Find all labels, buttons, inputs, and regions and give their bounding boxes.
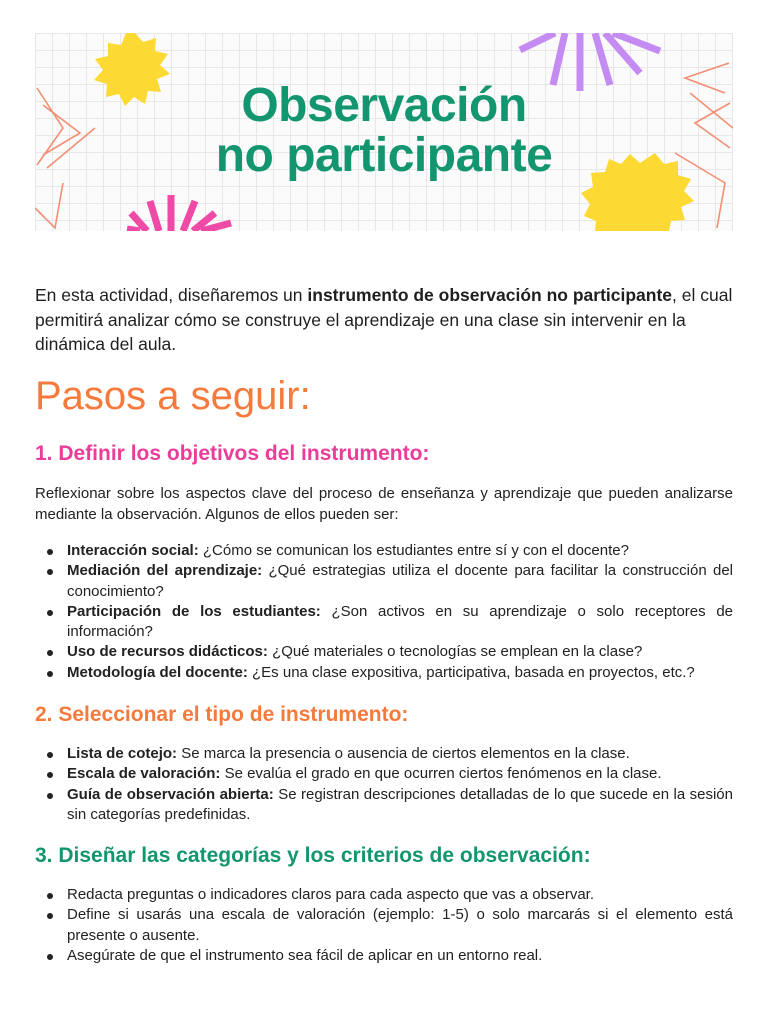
- list-item: Escala de valoración: Se evalúa el grado en que ocurren ciertos fenómenos en la clase.: [35, 764, 733, 784]
- list-item: Redacta preguntas o indicadores claros para cada aspecto que vas a observar.: [35, 885, 733, 905]
- step-3-heading: 3. Diseñar las categorías y los criterios de observación:: [35, 844, 591, 867]
- intro-text-end: , el cual permitirá analizar cómo se construye el aprendizaje en una clase sin intervenir en la dinámica del aula.: [35, 285, 733, 354]
- list-item: Define si usarás una escala de valoración (ejemplo: 1-5) o solo marcarás si el elemento está presente o ausente.: [35, 905, 733, 946]
- header-banner: [35, 33, 733, 231]
- step-3-list: [35, 885, 733, 966]
- list-item: Interacción social: ¿Cómo se comunican los estudiantes entre sí y con el docente?: [35, 541, 733, 561]
- title-line-2: no participante: [215, 129, 553, 182]
- intro-text-start: En esta actividad, diseñaremos un: [35, 285, 308, 305]
- pink-burst-icon: [127, 195, 231, 231]
- step-1-paragraph: Reflexionar sobre los aspectos clave del proceso de enseñanza y aprendizaje que pueden analizarse mediante la observación. Algunos de ellos pueden ser:: [35, 485, 733, 523]
- step-2-heading: 2. Seleccionar el tipo de instrumento:: [35, 703, 409, 726]
- intro-paragraph: [35, 283, 733, 357]
- page-title: [35, 81, 733, 181]
- step-2-list: [35, 744, 733, 825]
- list-item: Asegúrate de que el instrumento sea fácil de aplicar en un entorno real.: [35, 946, 733, 966]
- list-item: Mediación del aprendizaje: ¿Qué estrategias utiliza el docente para facilitar la construcción del conocimiento?: [35, 561, 733, 602]
- intro-bold-text: instrumento de observación no participante: [307, 285, 673, 305]
- list-item: Participación de los estudiantes: ¿Son activos en su aprendizaje o solo receptores de información?: [35, 602, 733, 643]
- title-line-1: Observación: [241, 79, 527, 132]
- list-item: Guía de observación abierta: Se registran descripciones detalladas de lo que sucede en la sesión sin categorías predefinidas.: [35, 785, 733, 826]
- list-item: Uso de recursos didácticos: ¿Qué materiales o tecnologías se emplean en la clase?: [35, 642, 733, 662]
- pasos-heading: Pasos a seguir:: [35, 374, 311, 418]
- step-1-heading: 1. Definir los objetivos del instrumento:: [35, 442, 430, 465]
- list-item: Metodología del docente: ¿Es una clase expositiva, participativa, basada en proyectos, etc.?: [35, 663, 733, 683]
- step-1-list: [35, 541, 733, 683]
- list-item: Lista de cotejo: Se marca la presencia o ausencia de ciertos elementos en la clase.: [35, 744, 733, 764]
